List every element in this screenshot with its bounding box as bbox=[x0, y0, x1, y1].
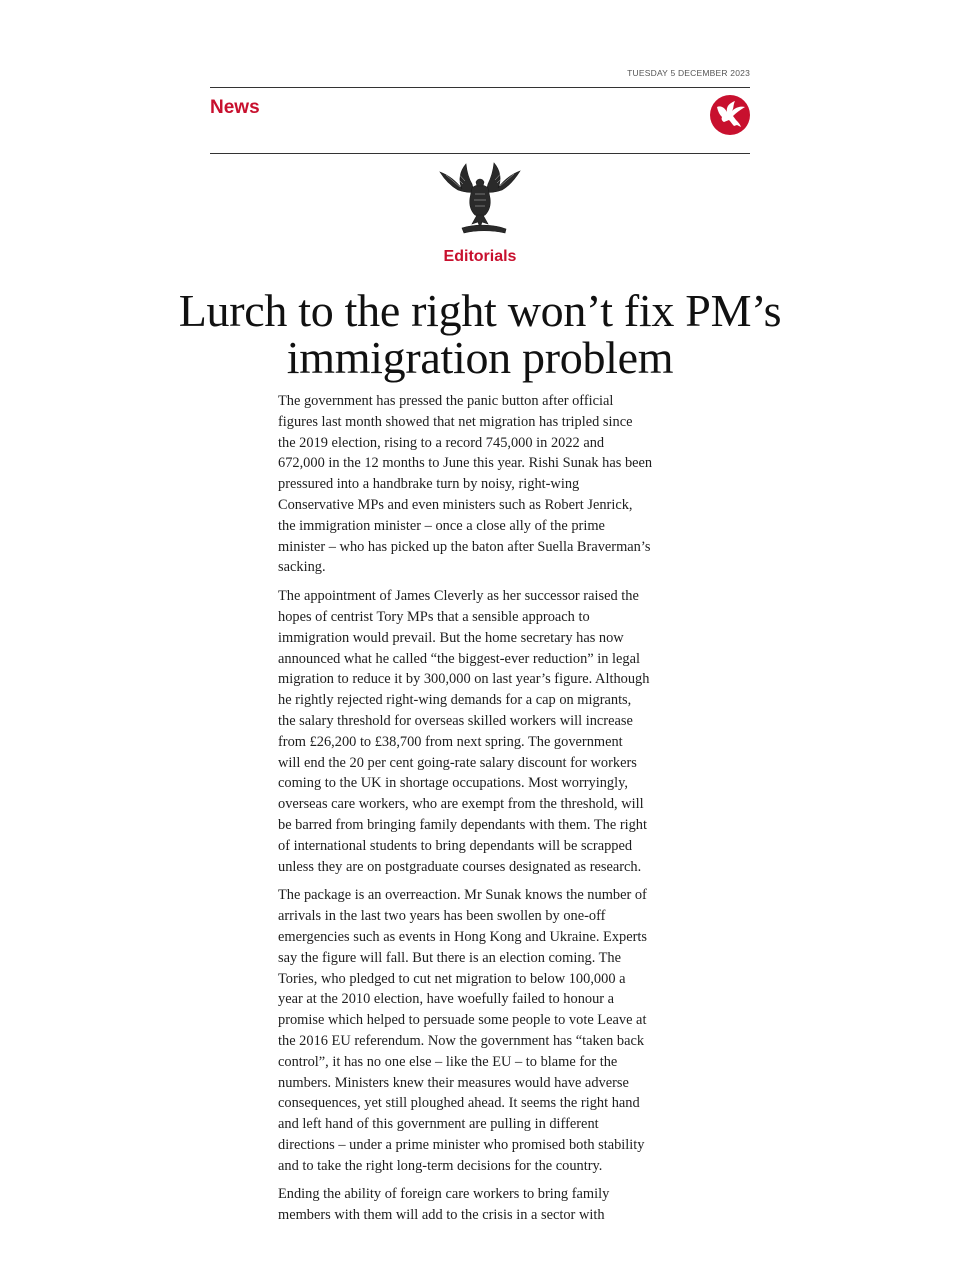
issue-date: TUESDAY 5 DECEMBER 2023 bbox=[627, 68, 750, 78]
header-top-rule bbox=[210, 87, 750, 88]
article-line: coming to the UK in shortage occupations. Most worryingly, bbox=[278, 775, 628, 792]
article-line: The government has pressed the panic button after official bbox=[278, 393, 614, 409]
article-line: say the figure will fall. But there is an election coming. The bbox=[278, 949, 622, 966]
article-line: The package is an overreaction. Mr Sunak knows the number of bbox=[278, 887, 647, 904]
article-paragraph bbox=[278, 885, 686, 1176]
header-bottom-rule bbox=[210, 153, 750, 154]
article-line: control”, it has no one else – like the EU – to blame for the bbox=[278, 1053, 618, 1070]
article-line: the 2016 EU referendum. Now the government has “taken back bbox=[278, 1032, 645, 1049]
article-line: the 2019 election, rising to a record 745,000 in 2022 and bbox=[278, 434, 605, 451]
article-line: members with them will add to the crisis in a sector with bbox=[278, 1207, 605, 1224]
article-line: minister – who has picked up the baton after Suella Braverman’s bbox=[278, 538, 651, 555]
article-line: directions – under a prime minister who promised both stability bbox=[278, 1136, 645, 1153]
article-line: and left hand of this government are pulling in different bbox=[278, 1116, 599, 1133]
article-paragraph bbox=[278, 1184, 686, 1226]
kicker-label: Editorials bbox=[443, 248, 517, 265]
article-line: emergencies such as events in Hong Kong and Ukraine. Experts bbox=[278, 928, 647, 945]
article-line: the salary threshold for overseas skilled workers will increase bbox=[278, 712, 633, 729]
headline: Lurch to the right won’t fix PM’s immigration problem bbox=[178, 285, 782, 383]
article-line: and to take the right long-term decisions for the country. bbox=[278, 1157, 603, 1174]
article-line: pressured into a handbrake turn by noisy, right-wing bbox=[278, 476, 580, 493]
article-line: migration to reduce it by 300,000 on last year’s figure. Although bbox=[278, 671, 650, 688]
article-line: hopes of centrist Tory MPs that a sensible approach to bbox=[278, 608, 590, 625]
section-label[interactable]: News bbox=[210, 97, 260, 118]
article-line: overseas care workers, who are exempt from the threshold, will bbox=[278, 796, 644, 813]
article-paragraph bbox=[278, 586, 686, 877]
article-line: he rightly rejected right-wing demands for a cap on migrants, bbox=[278, 692, 632, 709]
article-line: Ending the ability of foreign care workers to bring family bbox=[278, 1186, 610, 1203]
eagle-illustration bbox=[436, 162, 524, 240]
article-line: from £26,200 to £38,700 from next spring. The government bbox=[278, 733, 623, 750]
article-line: sacking. bbox=[278, 559, 326, 576]
article-line: 672,000 in the 12 months to June this year. Rishi Sunak has been bbox=[278, 455, 653, 472]
article-paragraph bbox=[278, 391, 686, 578]
article-line: announced what he called “the biggest-ever reduction” in legal bbox=[278, 650, 641, 667]
article-line: numbers. Ministers knew their measures would have adverse bbox=[278, 1074, 629, 1091]
article-line: figures last month showed that net migration has tripled since bbox=[278, 413, 633, 430]
article-line: unless they are on postgraduate courses designated as research. bbox=[278, 858, 642, 875]
article-line: The appointment of James Cleverly as her successor raised the bbox=[278, 588, 639, 605]
article-line: will end the 20 per cent going-rate salary discount for workers bbox=[278, 754, 637, 771]
article-line: year at the 2010 election, have woefully failed to honour a bbox=[278, 991, 615, 1008]
article-line: Tories, who pledged to cut net migration to below 100,000 a bbox=[278, 970, 626, 987]
article-line: the immigration minister – once a close ally of the prime bbox=[278, 517, 605, 534]
article-line: be barred from bringing family dependants with them. The right bbox=[278, 816, 647, 833]
eagle-icon[interactable] bbox=[710, 95, 750, 135]
article-line: immigration would prevail. But the home secretary has now bbox=[278, 629, 624, 646]
article-line: Conservative MPs and even ministers such as Robert Jenrick, bbox=[278, 496, 633, 513]
article-line: consequences, yet still ploughed ahead. It seems the right hand bbox=[278, 1095, 640, 1112]
article-body bbox=[278, 391, 686, 1234]
article-line: promise which helped to persuade some people to vote Leave at bbox=[278, 1012, 647, 1029]
article-line: arrivals in the last two years has been swollen by one-off bbox=[278, 908, 606, 925]
article-line: of international students to bring dependants will be scrapped bbox=[278, 837, 633, 854]
